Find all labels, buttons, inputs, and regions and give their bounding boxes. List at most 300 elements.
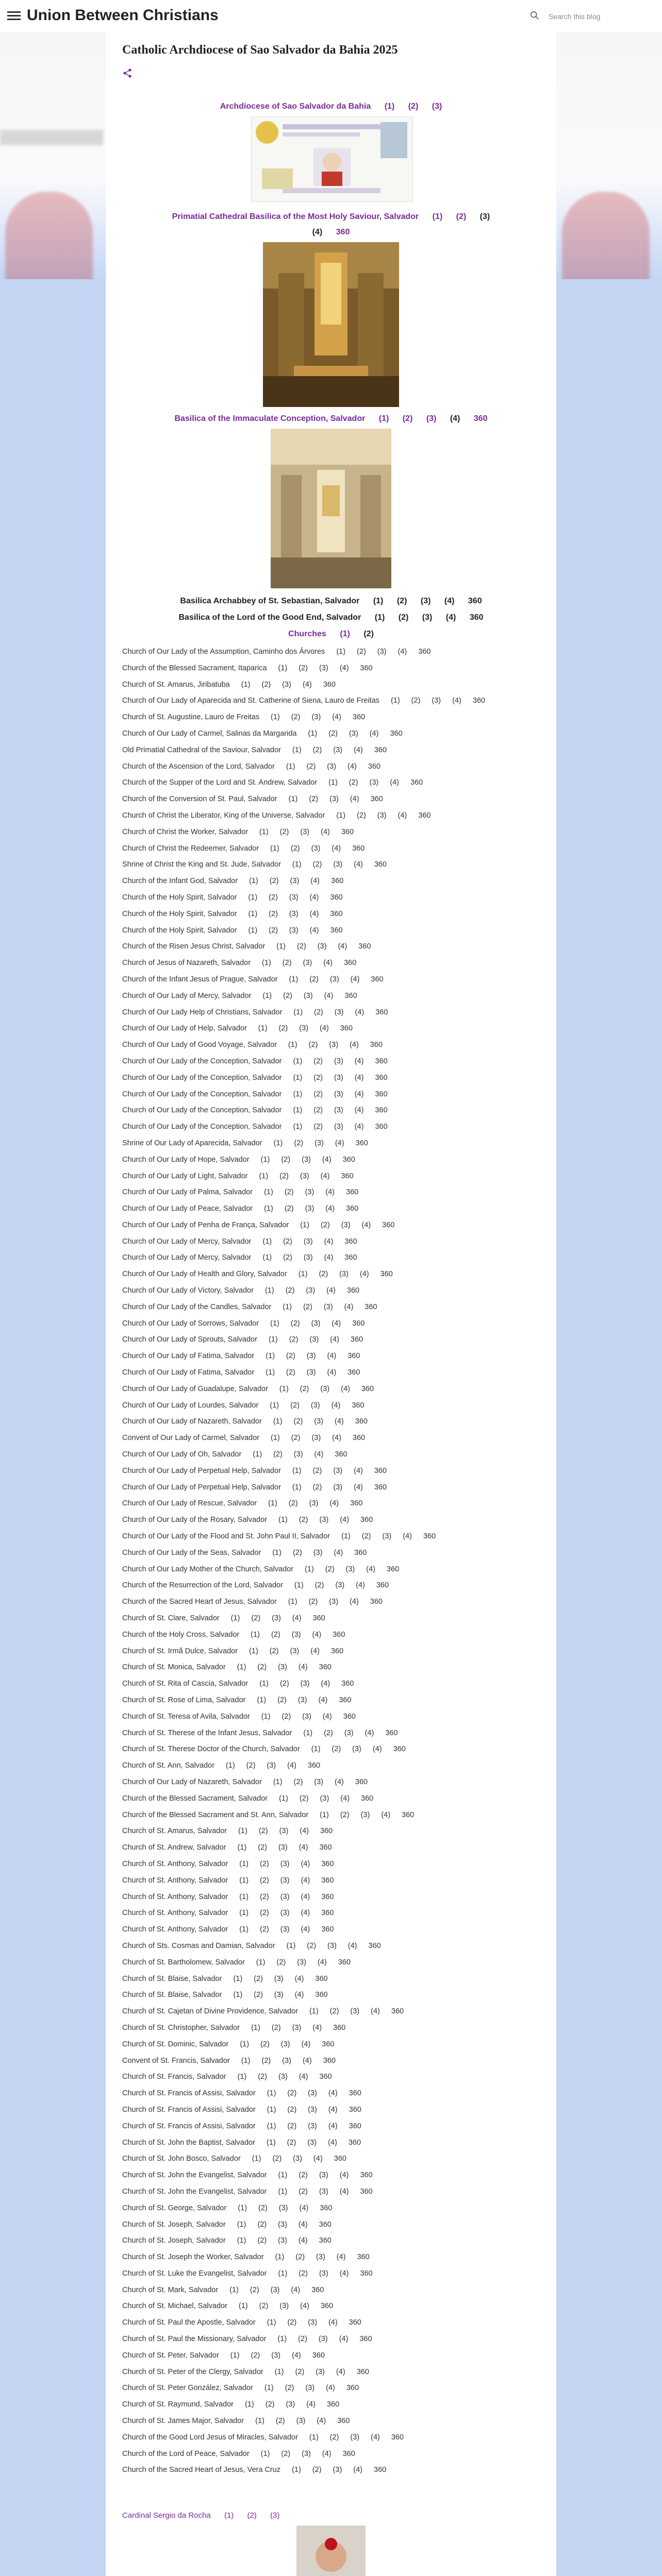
church-photo-link[interactable]: (2) [290, 844, 300, 853]
cathedral-link-360[interactable]: 360 [336, 228, 350, 236]
church-name-link[interactable]: Church of the Infant Jesus of Prague, Salvador [122, 975, 278, 984]
church-photo-link[interactable]: (4) [350, 1041, 359, 1049]
church-photo-link[interactable]: (3) [309, 1335, 319, 1344]
church-photo-link[interactable]: (2) [281, 2449, 291, 2458]
church-photo-link[interactable]: (4) [354, 745, 363, 754]
church-photo-link[interactable]: (2) [357, 648, 366, 656]
church-photo-link[interactable]: (2) [290, 1401, 300, 1410]
church-photo-link[interactable]: (2) [309, 975, 319, 984]
church-photo-link[interactable]: (3) [271, 2351, 280, 2360]
church-photo-link[interactable]: (1) [292, 745, 302, 754]
church-photo-link[interactable]: (4) [312, 2023, 322, 2032]
church-photo-link[interactable]: (4) [320, 1172, 330, 1180]
church-photo-link[interactable]: (3) [280, 1925, 290, 1934]
church-photo-link[interactable]: (3) [341, 1221, 351, 1229]
church-photo-link[interactable]: 360 [333, 1630, 345, 1639]
church-photo-link[interactable]: (1) [320, 1810, 329, 1819]
church-photo-link[interactable]: (1) [268, 1499, 277, 1508]
lord-good-end-link-360[interactable]: 360 [469, 613, 484, 622]
church-name-link[interactable]: Convent of Our Lady of Carmel, Salvador [122, 1434, 259, 1443]
church-name-link[interactable]: Church of Our Lady of Oh, Salvador [122, 1450, 242, 1459]
church-photo-link[interactable]: (4) [390, 778, 399, 787]
church-photo-link[interactable]: (1) [273, 1417, 283, 1426]
basilica-link-2[interactable]: (2) [402, 414, 413, 423]
church-photo-link[interactable]: (3) [323, 1302, 333, 1311]
church-photo-link[interactable]: (4) [302, 680, 312, 689]
church-photo-link[interactable]: (1) [267, 2089, 276, 2098]
church-photo-link[interactable]: (1) [276, 942, 286, 951]
church-photo-link[interactable]: 360 [387, 1565, 400, 1573]
church-photo-link[interactable]: (3) [279, 2302, 289, 2311]
church-photo-link[interactable]: (3) [278, 1663, 287, 1672]
church-photo-link[interactable]: (1) [294, 1581, 304, 1590]
church-photo-link[interactable]: (2) [251, 2351, 260, 2360]
church-photo-link[interactable]: (3) [314, 1777, 324, 1786]
church-photo-link[interactable]: (1) [237, 2220, 246, 2229]
church-photo-link[interactable]: 360 [418, 811, 431, 820]
church-photo-link[interactable]: (4) [332, 844, 341, 853]
church-photo-link[interactable]: (2) [313, 1123, 323, 1131]
church-photo-link[interactable]: (2) [287, 2122, 297, 2130]
church-photo-link[interactable]: (2) [259, 2302, 269, 2311]
church-photo-link[interactable]: (2) [312, 860, 322, 869]
church-photo-link[interactable]: (4) [355, 1008, 365, 1016]
cathedral-link-3[interactable]: (3) [479, 212, 490, 221]
church-photo-link[interactable]: (3) [432, 697, 441, 705]
church-photo-link[interactable]: (1) [238, 2302, 248, 2311]
church-photo-link[interactable]: (4) [339, 2171, 349, 2180]
church-photo-link[interactable]: 360 [375, 1057, 388, 1065]
lord-good-end-link-3[interactable]: (3) [422, 613, 433, 622]
church-name-link[interactable]: Church of St. Andrew, Salvador [122, 1843, 226, 1852]
church-photo-link[interactable]: 360 [352, 1434, 366, 1443]
church-photo-link[interactable]: (4) [372, 1745, 382, 1754]
church-photo-link[interactable]: 360 [354, 1548, 367, 1557]
church-name-link[interactable]: Church of St. Augustine, Lauro de Freitas [122, 713, 259, 722]
cathedral-photo[interactable] [263, 242, 399, 407]
church-photo-link[interactable]: (2) [279, 1172, 289, 1180]
church-photo-link[interactable]: (3) [344, 1728, 354, 1737]
church-photo-link[interactable]: (3) [311, 1319, 321, 1328]
menu-icon[interactable] [7, 9, 21, 23]
church-photo-link[interactable]: (1) [278, 664, 288, 672]
church-photo-link[interactable]: 360 [346, 1188, 359, 1197]
church-photo-link[interactable]: 360 [361, 1384, 374, 1393]
church-name-link[interactable]: Church of the Ascension of the Lord, Salvador [122, 762, 275, 771]
church-name-link[interactable]: Church of St. Peter, Salvador [122, 2351, 219, 2360]
church-photo-link[interactable]: (2) [312, 2466, 322, 2475]
church-photo-link[interactable]: (4) [328, 2089, 338, 2098]
church-photo-link[interactable]: (4) [403, 1532, 412, 1541]
church-photo-link[interactable]: (3) [293, 1450, 303, 1459]
church-photo-link[interactable]: (3) [309, 1499, 319, 1508]
church-photo-link[interactable]: (4) [335, 1777, 344, 1786]
church-photo-link[interactable]: 360 [368, 762, 380, 771]
church-photo-link[interactable]: (1) [267, 2105, 276, 2114]
church-photo-link[interactable]: 360 [391, 2433, 404, 2442]
church-photo-link[interactable]: (2) [303, 1302, 312, 1311]
church-photo-link[interactable]: (1) [259, 1172, 269, 1180]
church-photo-link[interactable]: (1) [255, 2417, 264, 2426]
church-photo-link[interactable]: (3) [289, 926, 299, 935]
church-photo-link[interactable]: (1) [275, 2253, 285, 2262]
church-photo-link[interactable]: (4) [339, 664, 349, 672]
church-photo-link[interactable]: (3) [308, 2105, 317, 2114]
church-photo-link[interactable]: (2) [293, 1777, 303, 1786]
blog-title[interactable]: Union Between Christians [27, 7, 219, 24]
church-photo-link[interactable]: (2) [284, 1205, 294, 1213]
church-photo-link[interactable]: 360 [340, 1024, 353, 1033]
church-photo-link[interactable]: (4) [301, 2040, 311, 2048]
church-photo-link[interactable]: (2) [260, 1859, 269, 1868]
church-photo-link[interactable]: (1) [390, 697, 400, 705]
church-name-link[interactable]: Church of St. Mark, Salvador [122, 2285, 219, 2294]
church-name-link[interactable]: Church of Our Lady of Nazareth, Salvador [122, 1417, 262, 1426]
church-photo-link[interactable]: 360 [319, 1663, 332, 1672]
church-name-link[interactable]: Church of Christ the Worker, Salvador [122, 827, 248, 836]
church-name-link[interactable]: Church of Our Lady of the Conception, Salvador [122, 1106, 282, 1115]
church-name-link[interactable]: Church of St. Rose of Lima, Salvador [122, 1696, 246, 1704]
church-photo-link[interactable]: (4) [365, 1728, 374, 1737]
church-photo-link[interactable]: (3) [282, 680, 291, 689]
church-photo-link[interactable]: (4) [336, 2253, 346, 2262]
church-photo-link[interactable]: (3) [318, 2335, 328, 2344]
church-photo-link[interactable]: (1) [230, 1614, 240, 1623]
church-photo-link[interactable]: (4) [310, 877, 320, 886]
church-name-link[interactable]: Church of Our Lady of Mercy, Salvador [122, 991, 252, 1000]
church-name-link[interactable]: Church of Sts. Cosmas and Damian, Salvador [122, 1941, 275, 1950]
church-photo-link[interactable]: 360 [375, 1123, 388, 1131]
church-photo-link[interactable]: (2) [290, 1319, 300, 1328]
church-photo-link[interactable]: (1) [267, 2122, 276, 2130]
church-photo-link[interactable]: (4) [328, 2138, 337, 2147]
church-photo-link[interactable]: 360 [374, 1466, 387, 1475]
church-photo-link[interactable]: (1) [260, 2449, 270, 2458]
church-photo-link[interactable]: (4) [323, 959, 333, 968]
church-photo-link[interactable]: 360 [342, 1155, 355, 1164]
church-photo-link[interactable]: 360 [319, 2073, 332, 2081]
church-photo-link[interactable]: 360 [418, 648, 431, 656]
church-name-link[interactable]: Church of St. Francis of Assisi, Salvador [122, 2122, 256, 2130]
church-photo-link[interactable]: (1) [292, 2466, 301, 2475]
church-photo-link[interactable]: (3) [293, 2155, 302, 2163]
church-photo-link[interactable]: (1) [256, 1958, 266, 1967]
church-photo-link[interactable]: 360 [344, 1253, 357, 1262]
church-name-link[interactable]: Church of St. John Bosco, Salvador [122, 2155, 241, 2163]
church-photo-link[interactable]: (2) [291, 1434, 301, 1443]
church-photo-link[interactable]: (1) [229, 2285, 239, 2294]
church-photo-link[interactable]: (1) [279, 1794, 288, 1803]
church-photo-link[interactable]: 360 [349, 2318, 361, 2327]
church-photo-link[interactable]: (4) [354, 860, 363, 869]
church-photo-link[interactable]: (3) [290, 877, 300, 886]
church-photo-link[interactable]: (3) [278, 2220, 287, 2229]
church-photo-link[interactable]: (4) [361, 1221, 371, 1229]
church-photo-link[interactable]: 360 [315, 1991, 328, 1999]
church-photo-link[interactable]: 360 [330, 909, 343, 918]
church-photo-link[interactable]: (3) [306, 1368, 316, 1377]
church-photo-link[interactable]: (2) [313, 1073, 323, 1082]
church-photo-link[interactable]: (1) [305, 1565, 314, 1573]
church-photo-link[interactable]: (2) [285, 1286, 295, 1295]
church-photo-link[interactable]: 360 [341, 1680, 354, 1688]
church-photo-link[interactable]: 360 [393, 1745, 406, 1754]
church-photo-link[interactable]: (4) [320, 1024, 329, 1033]
church-photo-link[interactable]: (4) [317, 1958, 327, 1967]
church-photo-link[interactable]: 360 [350, 1335, 363, 1344]
church-photo-link[interactable]: (3) [350, 2007, 360, 2016]
church-photo-link[interactable]: (2) [308, 1598, 318, 1606]
church-photo-link[interactable]: 360 [357, 2253, 370, 2262]
church-photo-link[interactable]: 360 [360, 2187, 373, 2196]
church-photo-link[interactable]: (1) [251, 1630, 260, 1639]
church-photo-link[interactable]: (1) [264, 2384, 274, 2393]
church-photo-link[interactable]: (3) [334, 1008, 344, 1016]
church-photo-link[interactable]: (1) [239, 1892, 249, 1901]
church-photo-link[interactable]: (4) [325, 1188, 335, 1197]
church-photo-link[interactable]: (3) [329, 1041, 339, 1049]
church-photo-link[interactable]: (2) [258, 2073, 267, 2081]
churches-link[interactable]: Churches [288, 630, 326, 638]
church-photo-link[interactable]: 360 [339, 1696, 352, 1704]
church-photo-link[interactable]: (2) [411, 697, 421, 705]
church-photo-link[interactable]: (4) [306, 2400, 316, 2409]
church-photo-link[interactable]: 360 [333, 2023, 346, 2032]
cardinal-link-3[interactable]: (3) [270, 2511, 280, 2520]
church-photo-link[interactable]: 360 [350, 1499, 363, 1508]
church-photo-link[interactable]: (1) [292, 1483, 302, 1492]
church-name-link[interactable]: Church of Our Lady of the Conception, Salvador [122, 1057, 282, 1065]
church-photo-link[interactable]: (2) [286, 1352, 295, 1361]
church-photo-link[interactable]: (4) [314, 1450, 324, 1459]
church-photo-link[interactable]: (1) [274, 2367, 284, 2376]
church-name-link[interactable]: Church of St. John the Evangelist, Salvador [122, 2171, 267, 2180]
church-name-link[interactable]: Church of St. Ann, Salvador [122, 1761, 214, 1770]
church-photo-link[interactable]: (2) [277, 1696, 287, 1704]
church-photo-link[interactable]: (4) [287, 1761, 296, 1770]
church-photo-link[interactable]: (3) [377, 648, 387, 656]
church-name-link[interactable]: Church of St. Anthony, Salvador [122, 1859, 228, 1868]
basilica-link[interactable]: Basilica of the Immaculate Conception, Salvador [174, 414, 366, 423]
church-photo-link[interactable]: 360 [347, 1352, 360, 1361]
church-photo-link[interactable]: (2) [319, 1270, 328, 1279]
church-photo-link[interactable]: (4) [301, 1876, 310, 1885]
church-photo-link[interactable]: (4) [301, 1909, 310, 1918]
church-photo-link[interactable]: 360 [348, 2138, 361, 2147]
church-photo-link[interactable]: (2) [269, 877, 279, 886]
church-photo-link[interactable]: (3) [280, 2040, 290, 2048]
church-name-link[interactable]: Church of the Blessed Sacrament, Salvador [122, 1794, 268, 1803]
church-photo-link[interactable]: (4) [329, 1499, 339, 1508]
church-photo-link[interactable]: (3) [334, 1123, 343, 1131]
church-photo-link[interactable]: 360 [334, 2155, 346, 2163]
church-photo-link[interactable]: (1) [273, 1777, 283, 1786]
church-photo-link[interactable]: 360 [315, 1974, 328, 1983]
church-photo-link[interactable]: (1) [277, 2335, 287, 2344]
church-photo-link[interactable]: (3) [334, 1090, 343, 1098]
church-photo-link[interactable]: (2) [261, 680, 271, 689]
church-photo-link[interactable]: (1) [286, 762, 295, 771]
church-photo-link[interactable]: 360 [344, 991, 357, 1000]
church-name-link[interactable]: Church of the Good Lord Jesus of Miracles, Salvador [122, 2433, 298, 2442]
church-photo-link[interactable]: (1) [311, 1745, 321, 1754]
church-photo-link[interactable]: (3) [327, 762, 337, 771]
church-photo-link[interactable]: (1) [293, 1090, 303, 1098]
church-photo-link[interactable]: (1) [267, 2318, 276, 2327]
church-name-link[interactable]: Church of Our Lady of Guadalupe, Salvador [122, 1384, 268, 1393]
church-photo-link[interactable]: (2) [287, 2105, 297, 2114]
church-name-link[interactable]: Church of St. Cajetan of Divine Providence, Salvador [122, 2007, 298, 2016]
church-photo-link[interactable]: (3) [319, 1516, 329, 1524]
cathedral-link-4[interactable]: (4) [312, 228, 323, 236]
church-photo-link[interactable]: (1) [288, 795, 298, 804]
church-photo-link[interactable]: (3) [334, 1057, 343, 1065]
church-photo-link[interactable]: (4) [359, 1270, 369, 1279]
church-photo-link[interactable]: (3) [307, 2138, 317, 2147]
church-photo-link[interactable]: (1) [237, 2073, 247, 2081]
church-name-link[interactable]: Church of St. Anthony, Salvador [122, 1925, 228, 1934]
church-photo-link[interactable]: (2) [260, 2040, 270, 2048]
archabbey-link-360[interactable]: 360 [468, 597, 482, 605]
church-photo-link[interactable]: (1) [238, 2204, 247, 2212]
church-photo-link[interactable]: (3) [306, 1286, 316, 1295]
church-name-link[interactable]: Church of St. Amarus, Salvador [122, 1827, 227, 1836]
church-photo-link[interactable]: 360 [380, 1270, 393, 1279]
church-name-link[interactable]: Church of Our Lady of Rescue, Salvador [122, 1499, 257, 1508]
church-photo-link[interactable]: (4) [350, 975, 360, 984]
church-photo-link[interactable]: (2) [313, 1090, 323, 1098]
church-photo-link[interactable]: (4) [322, 1712, 332, 1721]
church-photo-link[interactable]: (3) [302, 1712, 311, 1721]
church-photo-link[interactable]: (1) [253, 1450, 262, 1459]
church-photo-link[interactable]: (1) [292, 860, 302, 869]
church-photo-link[interactable]: (1) [249, 1647, 258, 1655]
church-name-link[interactable]: Church of St. Bartholomew, Salvador [122, 1958, 245, 1967]
church-name-link[interactable]: Church of the Holy Spirit, Salvador [122, 893, 237, 902]
church-photo-link[interactable]: (2) [250, 2285, 259, 2294]
church-photo-link[interactable]: 360 [320, 2302, 334, 2311]
church-photo-link[interactable]: (1) [293, 1106, 303, 1115]
church-photo-link[interactable]: (3) [291, 1630, 301, 1639]
church-photo-link[interactable]: (4) [327, 1352, 337, 1361]
church-photo-link[interactable]: (1) [237, 1843, 247, 1852]
church-photo-link[interactable]: (3) [334, 1073, 343, 1082]
church-photo-link[interactable]: 360 [370, 795, 383, 804]
church-photo-link[interactable]: (4) [350, 795, 359, 804]
church-photo-link[interactable]: 360 [311, 2285, 324, 2294]
church-photo-link[interactable]: 360 [347, 1368, 360, 1377]
church-photo-link[interactable]: (3) [311, 844, 321, 853]
church-photo-link[interactable]: 360 [370, 1598, 383, 1606]
church-photo-link[interactable]: 360 [319, 2236, 332, 2245]
church-photo-link[interactable]: (3) [302, 2449, 311, 2458]
church-photo-link[interactable]: (4) [300, 1827, 309, 1836]
church-photo-link[interactable]: (3) [316, 2253, 325, 2262]
church-photo-link[interactable]: (1) [266, 2138, 276, 2147]
church-photo-link[interactable]: 360 [390, 729, 403, 738]
church-name-link[interactable]: Church of Our Lady of Sorrows, Salvador [122, 1319, 259, 1328]
church-photo-link[interactable]: (3) [317, 942, 327, 951]
church-photo-link[interactable]: 360 [365, 1302, 377, 1311]
church-photo-link[interactable]: (1) [238, 1827, 247, 1836]
share-icon[interactable] [122, 68, 133, 78]
church-photo-link[interactable]: 360 [360, 664, 373, 672]
church-photo-link[interactable]: (1) [309, 2007, 319, 2016]
church-photo-link[interactable]: (3) [280, 1876, 290, 1885]
church-photo-link[interactable]: (3) [333, 2466, 342, 2475]
church-photo-link[interactable]: (2) [315, 1581, 324, 1590]
church-photo-link[interactable]: (2) [295, 2367, 305, 2376]
church-photo-link[interactable]: 360 [321, 1909, 334, 1918]
church-name-link[interactable]: Church of St. Peter of the Clergy, Salvador [122, 2367, 263, 2376]
church-photo-link[interactable]: (1) [264, 1286, 274, 1295]
church-photo-link[interactable]: (3) [311, 1434, 321, 1443]
church-photo-link[interactable]: 360 [368, 1941, 381, 1950]
church-name-link[interactable]: Church of Jesus of Nazareth, Salvador [122, 959, 251, 968]
church-name-link[interactable]: Church of St. Anthony, Salvador [122, 1876, 228, 1885]
church-photo-link[interactable]: (1) [270, 713, 280, 722]
church-photo-link[interactable]: (2) [254, 1991, 263, 1999]
church-photo-link[interactable]: 360 [356, 2367, 369, 2376]
church-photo-link[interactable]: 360 [359, 2335, 372, 2344]
church-photo-link[interactable]: (4) [338, 942, 347, 951]
church-photo-link[interactable]: (4) [347, 762, 357, 771]
church-photo-link[interactable]: (1) [303, 1728, 313, 1737]
church-photo-link[interactable]: (2) [298, 2335, 307, 2344]
church-name-link[interactable]: Church of the Infant God, Salvador [122, 877, 238, 886]
church-photo-link[interactable]: 360 [349, 2122, 361, 2130]
church-photo-link[interactable]: 360 [360, 2269, 373, 2278]
church-photo-link[interactable]: 360 [355, 1139, 368, 1147]
church-photo-link[interactable]: (2) [299, 2269, 308, 2278]
church-name-link[interactable]: Church of Our Lady of Victory, Salvador [122, 1286, 254, 1295]
church-photo-link[interactable]: (3) [339, 1270, 349, 1279]
church-photo-link[interactable]: 360 [402, 1810, 415, 1819]
church-photo-link[interactable]: (3) [345, 1565, 355, 1573]
church-photo-link[interactable]: 360 [330, 1647, 344, 1655]
church-photo-link[interactable]: (3) [333, 1483, 343, 1492]
church-name-link[interactable]: Church of the Lord of Peace, Salvador [122, 2449, 250, 2458]
church-photo-link[interactable]: (4) [312, 1630, 322, 1639]
church-name-link[interactable]: Church of Our Lady of the Assumption, Caminho dos Árvores [122, 648, 325, 656]
church-name-link[interactable]: Old Primatial Cathedral of the Saviour, Salvador [122, 745, 281, 754]
church-photo-link[interactable]: (3) [308, 2089, 317, 2098]
church-photo-link[interactable]: (3) [299, 1024, 308, 1033]
church-photo-link[interactable]: 360 [472, 697, 486, 705]
church-name-link[interactable]: Church of Our Lady of Fatima, Salvador [122, 1368, 255, 1377]
church-photo-link[interactable]: (4) [341, 1384, 350, 1393]
church-photo-link[interactable]: 360 [321, 1876, 334, 1885]
church-photo-link[interactable]: (2) [309, 795, 319, 804]
church-photo-link[interactable]: (2) [276, 1958, 286, 1967]
church-name-link[interactable]: Church of the Holy Spirit, Salvador [122, 909, 237, 918]
church-photo-link[interactable]: (2) [299, 664, 308, 672]
church-photo-link[interactable]: (2) [313, 1106, 323, 1115]
church-name-link[interactable]: Church of St. Teresa of Avila, Salvador [122, 1712, 250, 1721]
church-photo-link[interactable]: (2) [269, 909, 278, 918]
basilica-link-4[interactable]: (4) [450, 414, 460, 423]
church-photo-link[interactable]: (4) [335, 1417, 344, 1426]
church-photo-link[interactable]: (1) [248, 893, 258, 902]
church-name-link[interactable]: Church of St. Anthony, Salvador [122, 1892, 228, 1901]
church-photo-link[interactable]: (1) [270, 1434, 280, 1443]
lord-good-end-link-2[interactable]: (2) [398, 613, 409, 622]
church-photo-link[interactable]: (1) [272, 1548, 282, 1557]
church-photo-link[interactable]: (2) [306, 762, 316, 771]
church-photo-link[interactable]: (1) [268, 1335, 278, 1344]
church-name-link[interactable]: Church of St. Joseph, Salvador [122, 2220, 226, 2229]
church-photo-link[interactable]: 360 [375, 1073, 388, 1082]
